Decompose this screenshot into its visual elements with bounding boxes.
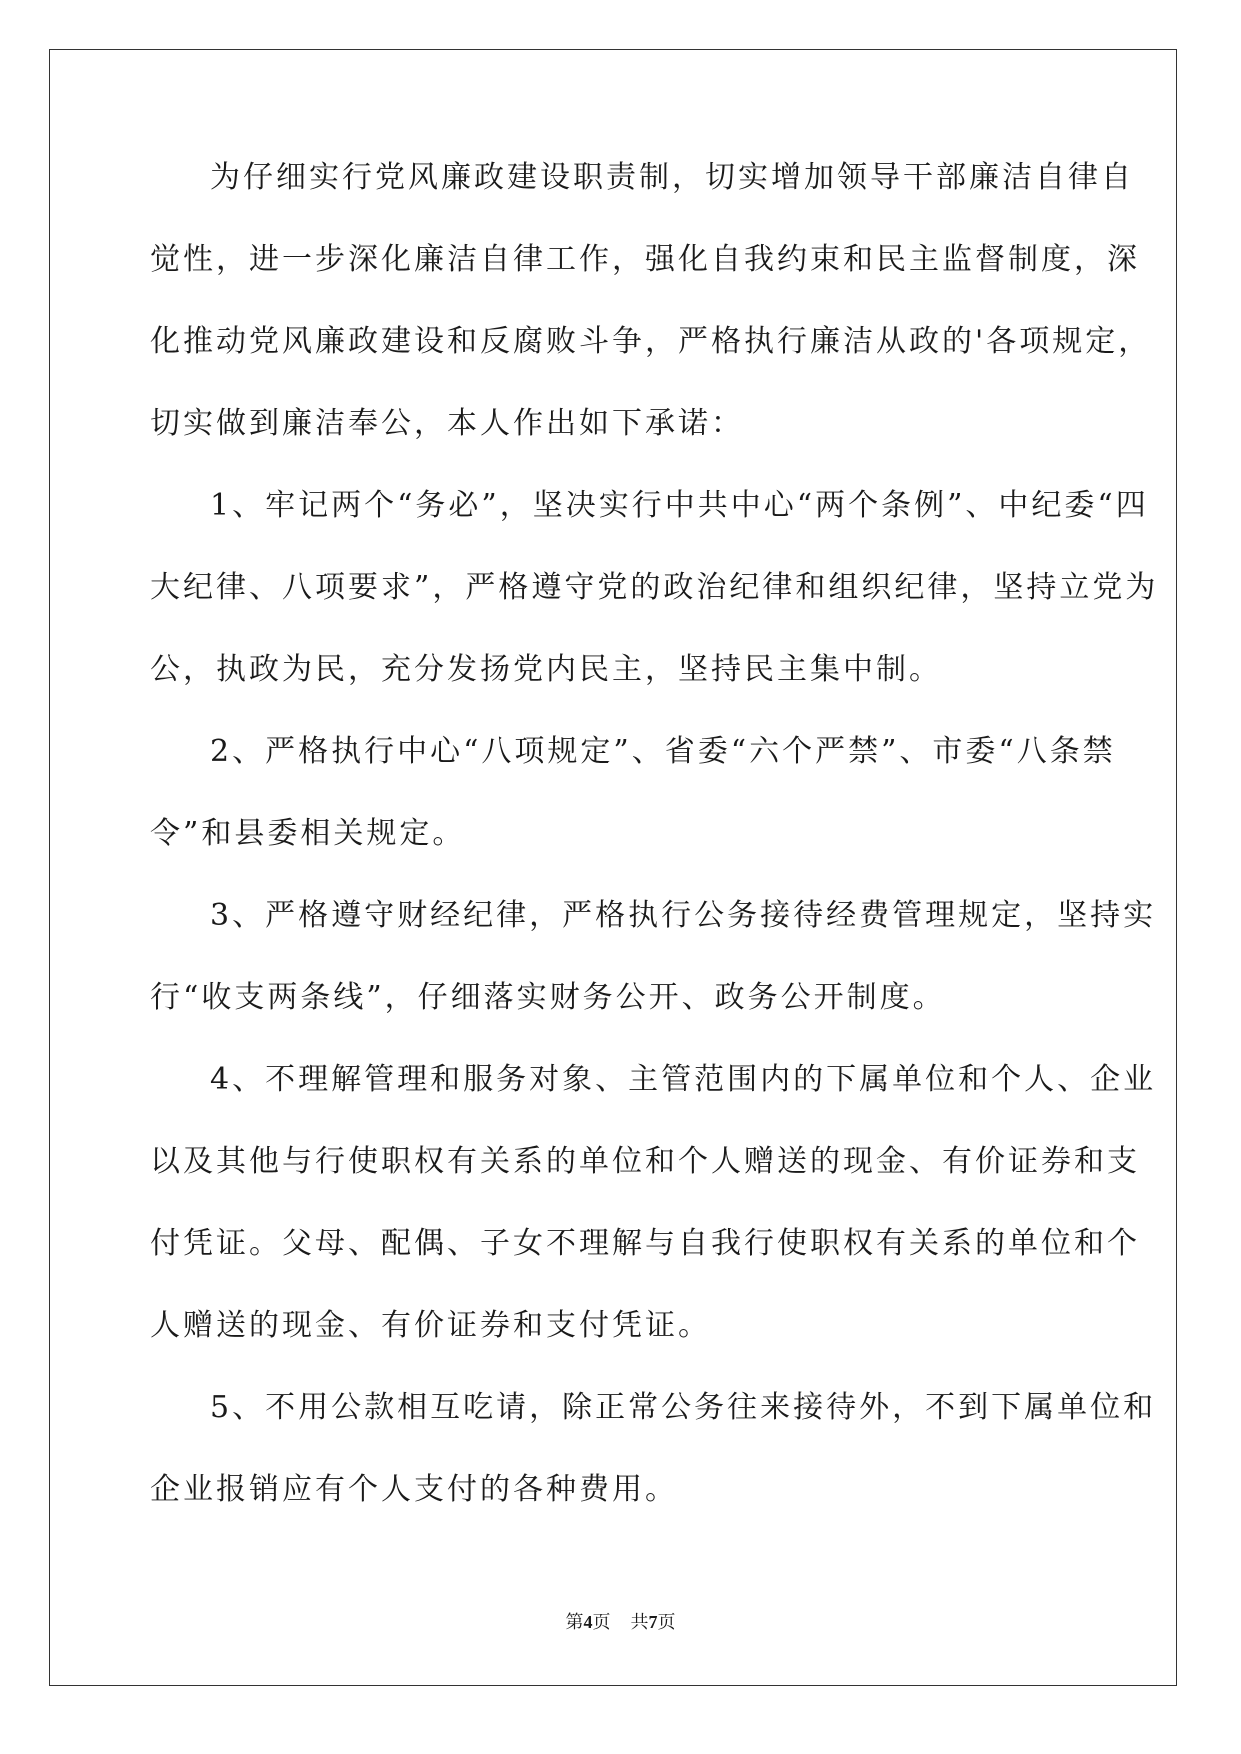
text-line: 大纪律、八项要求”，严格遵守党的政治纪律和组织纪律，坚持立党为: [150, 570, 1159, 605]
text-line: 2、严格执行中心“八项规定”、省委“六个严禁”、市委“八条禁: [210, 734, 1116, 769]
page-number: 4: [583, 1612, 593, 1632]
document-body: [150, 158, 1159, 1552]
text-line: 1、牢记两个“务必”，坚决实行中共中心“两个条例”、中纪委“四: [210, 488, 1149, 523]
total-prefix: 共: [630, 1612, 649, 1633]
text-line: 切实做到廉洁奉公，本人作出如下承诺：: [150, 406, 744, 441]
text-line: 4、不理解管理和服务对象、主管范围内的下属单位和个人、企业: [210, 1062, 1157, 1097]
text-line: 行“收支两条线”，仔细落实财务公开、政务公开制度。: [150, 980, 946, 1015]
text-line: 公，执政为民，充分发扬党内民主，坚持民主集中制。: [150, 652, 942, 687]
total-suffix: 页: [657, 1612, 676, 1633]
text-line: 化推动党风廉政建设和反腐败斗争，严格执行廉洁从政的'各项规定，: [150, 324, 1152, 359]
page-footer: [0, 1608, 1241, 1634]
text-line: 令”和县委相关规定。: [150, 816, 466, 851]
text-line: 人赠送的现金、有价证券和支付凭证。: [150, 1308, 711, 1343]
page-prefix: 第: [565, 1612, 584, 1633]
text-line: 以及其他与行使职权有关系的单位和个人赠送的现金、有价证券和支: [150, 1144, 1140, 1179]
text-line: 觉性，进一步深化廉洁自律工作，强化自我约束和民主监督制度，深: [150, 242, 1140, 277]
text-line: 付凭证。父母、配偶、子女不理解与自我行使职权有关系的单位和个: [150, 1226, 1140, 1261]
page-suffix: 页: [592, 1612, 611, 1633]
text-line: 5、不用公款相互吃请，除正常公务往来接待外，不到下属单位和: [210, 1390, 1157, 1425]
total-pages: 7: [648, 1612, 658, 1632]
text-line: 为仔细实行党风廉政建设职责制，切实增加领导干部廉洁自律自: [210, 160, 1134, 195]
text-line: 3、严格遵守财经纪律，严格执行公务接待经费管理规定，坚持实: [210, 898, 1157, 933]
text-line: 企业报销应有个人支付的各种费用。: [150, 1472, 678, 1507]
